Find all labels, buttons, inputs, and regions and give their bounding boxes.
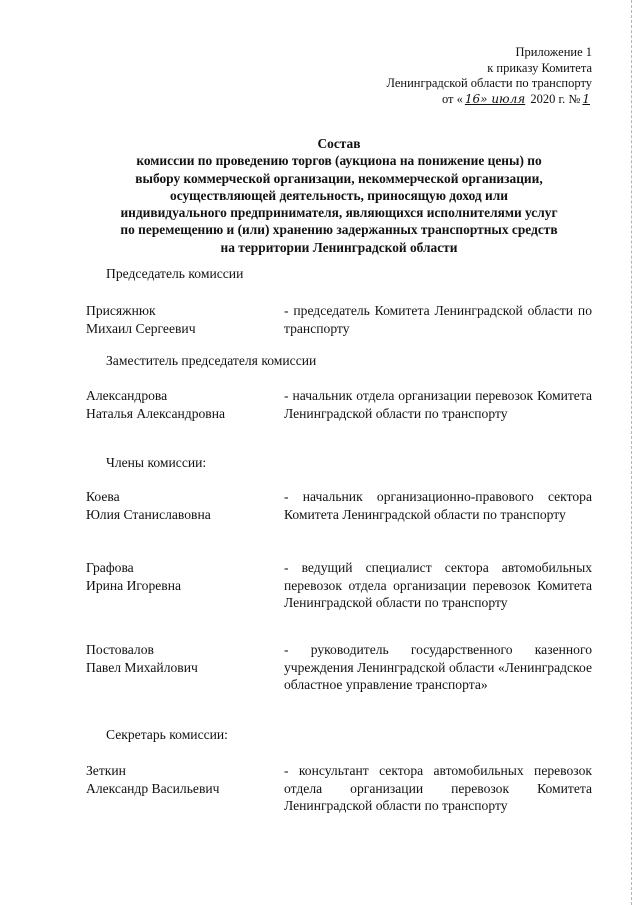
date-prefix: от « (441, 91, 463, 106)
person-given-name: Наталья Александровна (86, 405, 226, 421)
person-name (86, 302, 276, 337)
person-surname: Постовалов (86, 642, 154, 657)
person-given-name: Михаил Сергеевич (86, 320, 196, 336)
appendix-date-line (292, 92, 592, 108)
title-line: комиссии по проведению торгов (аукциона на понижение цены) по (136, 153, 542, 169)
title-line: индивидуального предпринимателя, являющихся исполнителями услуг (120, 205, 558, 221)
section-members: Члены комиссии: (106, 455, 207, 470)
person-name (86, 559, 276, 594)
section-deputy: Заместитель председателя комиссии (106, 353, 317, 368)
person-role: - начальник организационно-правового сектора Комитета Ленинградской области по транспорту (284, 489, 592, 522)
person-surname: Коева (86, 489, 120, 504)
document-title (86, 135, 592, 256)
scan-edge-line (631, 0, 632, 905)
person-surname: Присяжнюк (86, 303, 156, 318)
title-line: на территории Ленинградской области (220, 239, 458, 255)
person-name (86, 762, 276, 797)
appendix-line-1: Приложение 1 (515, 45, 592, 59)
section-secretary: Секретарь комиссии: (106, 727, 228, 742)
person-role: - начальник отдела организации перевозок Комитета Ленинградской области по транспорту (284, 388, 592, 421)
title-line: по перемещению и (или) хранению задержанных транспортных средств (120, 222, 558, 238)
appendix-line-2: к приказу Комитета (487, 60, 592, 75)
appendix-header (292, 45, 592, 107)
person-role: - руководитель государственного казенного учреждения Ленинградской области «Ленинградское областное управление транспорта» (284, 642, 592, 692)
title-head: Состав (317, 136, 361, 151)
title-line: осуществляющей деятельность, приносящую доход или (170, 187, 508, 203)
handwritten-date: 16» июля (464, 91, 526, 106)
appendix-line-3: Ленинградской области по транспорту (386, 76, 592, 90)
person-given-name: Павел Михайлович (86, 659, 198, 675)
person-role: - ведущий специалист сектора автомобильных перевозок отдела организации перевозок Комитета Ленинградской области по транспорту (284, 560, 592, 610)
handwritten-number: 1 (582, 91, 590, 106)
person-surname: Графова (86, 560, 134, 575)
person-given-name: Юлия Станиславовна (86, 506, 211, 522)
person-given-name: Ирина Игоревна (86, 577, 182, 593)
title-line: выбору коммерческой организации, некоммерческой организации, (135, 170, 543, 186)
person-role: - консультант сектора автомобильных перевозок отдела организации перевозок Комитета Ленинградской области по транспорту (284, 763, 592, 813)
date-suffix: 2020 г. № (527, 91, 581, 106)
section-chairman: Председатель комиссии (106, 266, 244, 281)
person-given-name: Александр Васильевич (86, 780, 220, 796)
person-name (86, 641, 276, 676)
person-role: - председатель Комитета Ленинградской области по транспорту (284, 303, 592, 336)
person-name (86, 387, 276, 422)
person-surname: Зеткин (86, 763, 126, 778)
person-name (86, 488, 276, 523)
person-surname: Александрова (86, 388, 168, 403)
